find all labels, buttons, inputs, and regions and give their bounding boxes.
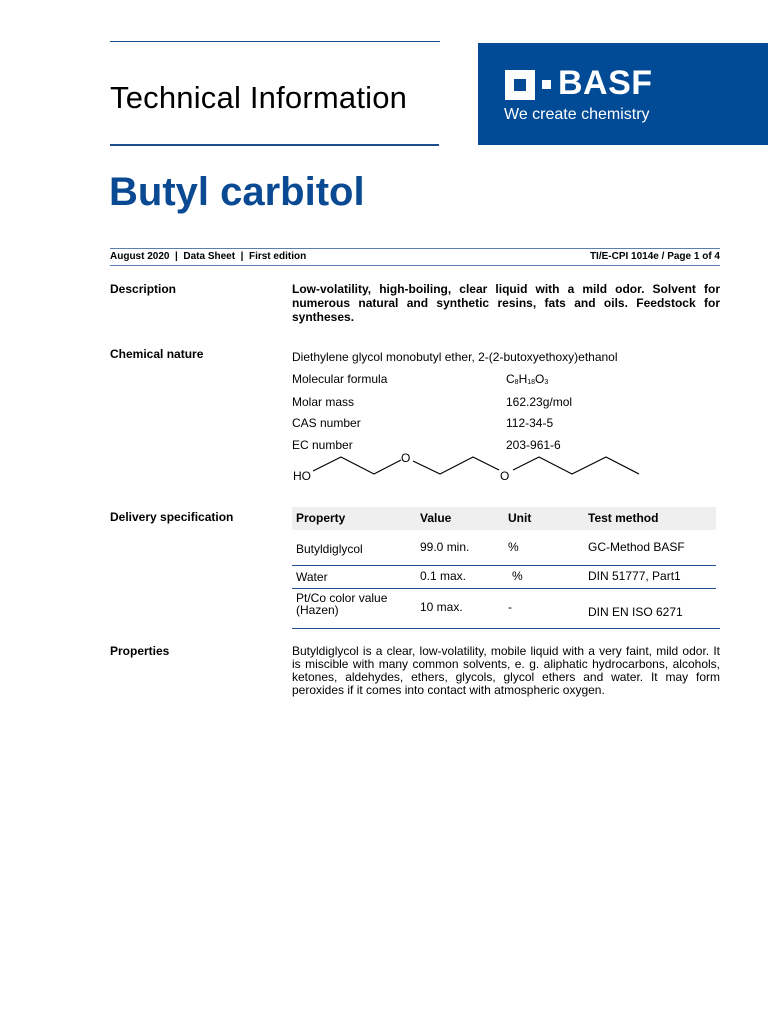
- table-cell: %: [512, 569, 523, 583]
- basf-dot-icon: [542, 80, 551, 89]
- header-top-rule: [110, 41, 440, 42]
- basf-logo: [478, 43, 768, 145]
- oxygen-label-1: O: [401, 451, 411, 465]
- section-label-description: Description: [110, 282, 177, 296]
- chemical-name: Diethylene glycol monobutyl ether, 2-(2-butoxyethoxy)ethanol: [292, 350, 618, 364]
- table-cell: 10 max.: [420, 600, 463, 614]
- table-cell: Butyldiglycol: [296, 542, 363, 556]
- section-label-delivery: Delivery specification: [110, 510, 234, 524]
- spec-col-property: Property: [296, 511, 346, 525]
- table-cell: -: [508, 600, 512, 614]
- table-cell: 0.1 max.: [420, 569, 467, 583]
- header-bottom-rule: [110, 144, 439, 146]
- hydroxyl-label: HO: [293, 469, 311, 483]
- table-row-divider: [292, 565, 716, 566]
- molecular-formula-value: $C_8H_{18}O_3$: [506, 372, 549, 386]
- molecular-formula-label: Molecular formula: [292, 372, 388, 386]
- molar-mass-value: 162.23g/mol: [506, 395, 573, 409]
- table-cell: %: [508, 540, 519, 554]
- molar-mass-label: Molar mass: [292, 395, 355, 409]
- bond-chain-3: [513, 457, 639, 474]
- spec-col-unit: Unit: [508, 511, 532, 525]
- table-cell: DIN 51777, Part1: [588, 569, 681, 583]
- spec-col-value: Value: [420, 511, 452, 525]
- spec-col-test-method: Test method: [588, 511, 659, 525]
- document-type-title: Technical Information: [110, 80, 408, 115]
- basf-logo-word: BASF: [558, 64, 653, 102]
- meta-top-rule: [110, 248, 720, 249]
- section-label-chemical-nature: Chemical nature: [110, 347, 204, 361]
- section-label-properties: Properties: [110, 644, 170, 658]
- bond-chain-2: [413, 457, 499, 474]
- table-row-divider: [292, 588, 716, 589]
- meta-bottom-rule: [110, 265, 720, 266]
- description-text: Low-volatility, high-boiling, clear liquid with a mild odor. Solvent for numerous natural and synthetic resins, fats and oils. Feedstock for syntheses.: [292, 282, 720, 324]
- ec-number-label: EC number: [292, 438, 353, 452]
- structural-formula: [290, 448, 650, 490]
- bond-chain-1: [313, 457, 401, 474]
- basf-tagline: We create chemistry: [504, 106, 650, 123]
- cas-number-label: CAS number: [292, 416, 361, 430]
- cas-number-value: 112-34-5: [506, 416, 554, 430]
- product-title: Butyl carbitol: [109, 170, 365, 214]
- basf-square-icon: [505, 70, 535, 100]
- table-cell: GC-Method BASF: [588, 540, 685, 554]
- page-reference: TI/E-CPI 1014e / Page 1 of 4: [589, 251, 720, 262]
- properties-text: Butyldiglycol is a clear, low-volatility, mobile liquid with a very faint, mild odor. It is miscible with many common solvents, e. g. aliphatic hydrocarbons, alcohols, ketones, aldehydes, ethers, glycols, glycol ethers and water. It may form peroxides if it comes into contact with atmospheric oxygen.: [292, 644, 720, 697]
- table-bottom-rule: [292, 628, 720, 629]
- table-cell: Pt/Co color value (Hazen): [296, 591, 388, 617]
- oxygen-label-2: O: [500, 469, 510, 483]
- ec-number-value: 203-961-6: [506, 438, 561, 452]
- table-cell: Water: [296, 570, 328, 584]
- table-cell: DIN EN ISO 6271: [588, 605, 683, 619]
- edition-info: August 2020 | Data Sheet | First edition: [110, 251, 307, 262]
- table-cell: 99.0 min.: [420, 540, 470, 554]
